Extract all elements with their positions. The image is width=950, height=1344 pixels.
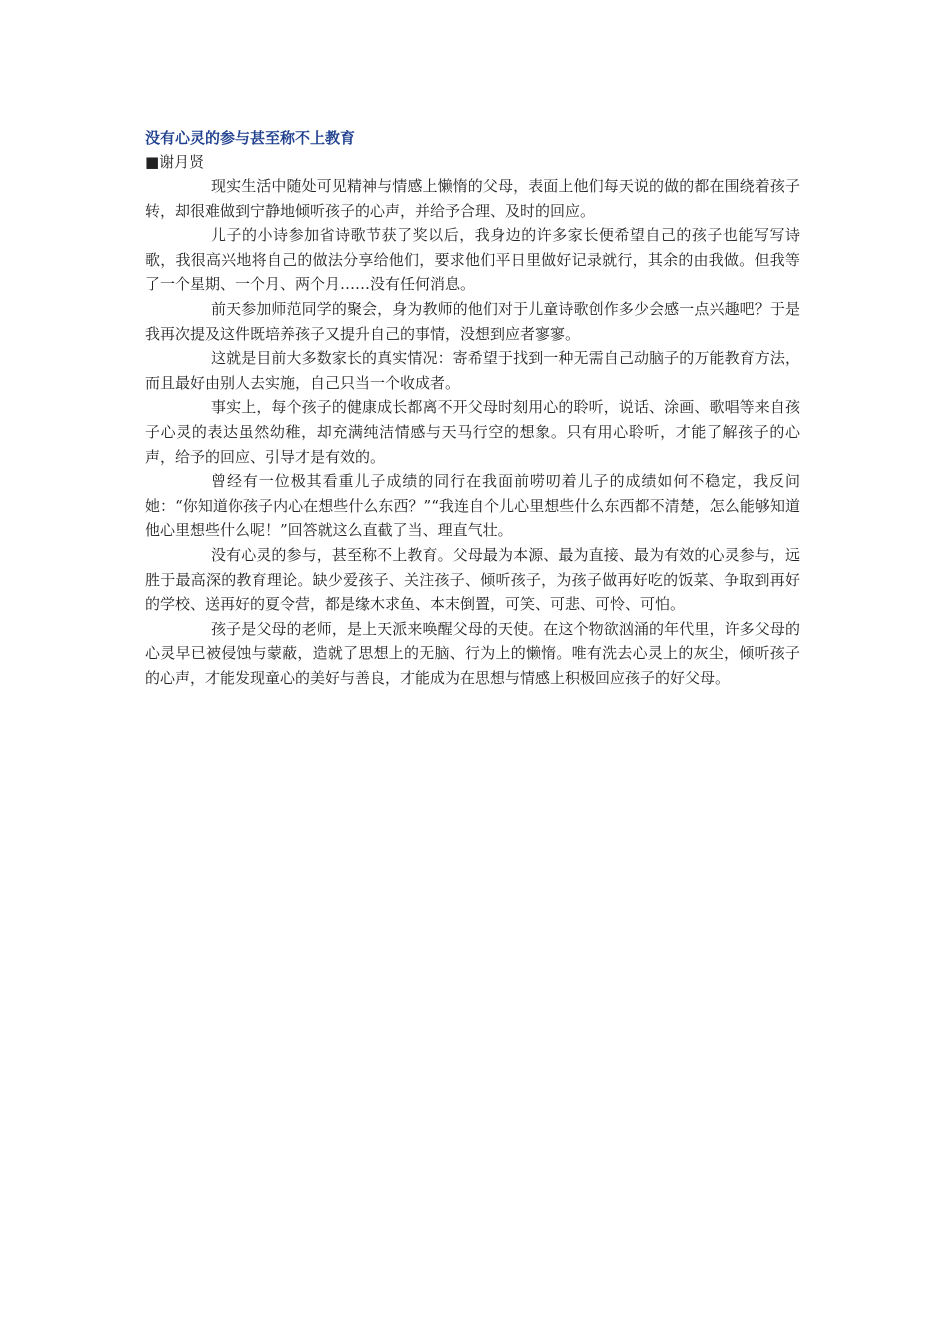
article-author: ■谢月贤: [145, 153, 205, 171]
article-title: 没有心灵的参与甚至称不上教育: [145, 129, 356, 147]
paragraph-8: 孩子是父母的老师，是上天派来唤醒父母的天使。在这个物欲汹涌的年代里，许多父母的心灵早已被侵蚀与蒙蔽，造就了思想上的无脑、行为上的懒惰。唯有洗去心灵上的灰尘，倾听孩子的心声，才能发现童心的美好与善良，才能成为在思想与情感上积极回应孩子的好父母。: [145, 619, 800, 687]
paragraph-3: 前天参加师范同学的聚会，身为教师的他们对于儿童诗歌创作多少会感一点兴趣吧？于是我再次提及这件既培养孩子又提升自己的事情，没想到应者寥寥。: [145, 299, 800, 343]
paragraph-2: 儿子的小诗参加省诗歌节获了奖以后，我身边的许多家长便希望自己的孩子也能写写诗歌，我很高兴地将自己的做法分享给他们，要求他们平日里做好记录就行，其余的由我做。但我等了一个星期、一个月、两个月……没有任何消息。: [145, 226, 800, 294]
paragraph-5: 事实上，每个孩子的健康成长都离不开父母时刻用心的聆听，说话、涂画、歌唱等来自孩子心灵的表达虽然幼稚，却充满纯洁情感与天马行空的想象。只有用心聆听，才能了解孩子的心声，给予的回应、引导才是有效的。: [145, 398, 800, 466]
document-page: [145, 126, 800, 690]
paragraph-1: 现实生活中随处可见精神与情感上懒惰的父母，表面上他们每天说的做的都在围绕着孩子转，却很难做到宁静地倾听孩子的心声，并给予合理、及时的回应。: [145, 177, 800, 220]
paragraph-7: 没有心灵的参与，甚至称不上教育。父母最为本源、最为直接、最为有效的心灵参与，远胜于最高深的教育理论。缺少爱孩子、关注孩子、倾听孩子，为孩子做再好吃的饭菜、争取到再好的学校、送再好的夏令营，都是缘木求鱼、本末倒置，可笑、可悲、可怜、可怕。: [145, 545, 800, 614]
paragraph-6: 曾经有一位极其看重儿子成绩的同行在我面前唠叨着儿子的成绩如何不稳定，我反问她：“你知道你孩子内心在想些什么东西？”“我连自个儿心里想些什么东西都不清楚，怎么能够知道他心里想些什么呢！”回答就这么直截了当、理直气壮。: [145, 472, 800, 540]
paragraph-4: 这就是目前大多数家长的真实情况：寄希望于找到一种无需自己动脑子的万能教育方法，而且最好由别人去实施，自己只当一个收成者。: [145, 349, 800, 392]
article-body: [145, 174, 800, 690]
